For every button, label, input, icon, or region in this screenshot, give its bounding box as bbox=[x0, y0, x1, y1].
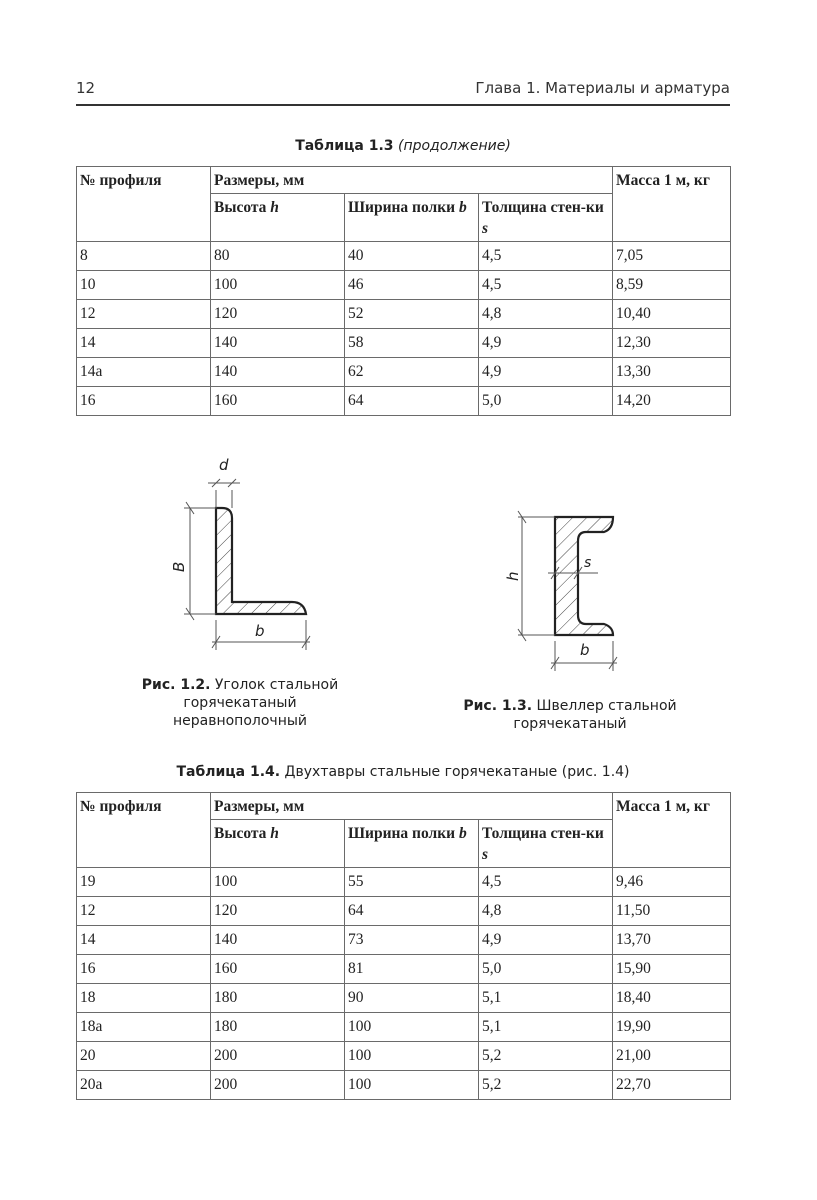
angle-label-b: b bbox=[255, 622, 265, 640]
cell-profile: 14а bbox=[77, 358, 211, 387]
channel-label-h: h bbox=[504, 571, 522, 581]
header-thickness: Толщина стен-ки s bbox=[479, 820, 613, 868]
table-1-4-title: Двухтавры стальные горячекатаные (рис. 1.4) bbox=[280, 764, 630, 780]
header-width: Ширина полки b bbox=[345, 820, 479, 868]
cell-height: 140 bbox=[211, 358, 345, 387]
cell-mass: 13,70 bbox=[613, 926, 731, 955]
cell-mass: 12,30 bbox=[613, 329, 731, 358]
header-thickness: Толщина стен-ки s bbox=[479, 194, 613, 242]
table-row bbox=[77, 1071, 731, 1100]
header-mass: Масса 1 м, кг bbox=[613, 793, 731, 868]
cell-height: 200 bbox=[211, 1042, 345, 1071]
channel-profile-shape bbox=[555, 517, 613, 635]
header-profile: № профиля bbox=[77, 167, 211, 242]
cell-thickness: 5,0 bbox=[479, 955, 613, 984]
table-row bbox=[77, 1013, 731, 1042]
angle-label-d: d bbox=[219, 456, 229, 474]
cell-profile: 14 bbox=[77, 329, 211, 358]
cell-width: 100 bbox=[345, 1042, 479, 1071]
table-1-3 bbox=[76, 166, 731, 416]
header-dimensions: Размеры, мм bbox=[211, 793, 613, 820]
cell-thickness: 4,9 bbox=[479, 926, 613, 955]
cell-width: 100 bbox=[345, 1071, 479, 1100]
cell-thickness: 5,2 bbox=[479, 1071, 613, 1100]
header-height: Высота h bbox=[211, 820, 345, 868]
cell-height: 120 bbox=[211, 300, 345, 329]
header-height: Высота h bbox=[211, 194, 345, 242]
page-header bbox=[76, 78, 730, 106]
cell-width: 64 bbox=[345, 387, 479, 416]
figure-1-2-angle-drawing bbox=[160, 450, 340, 670]
cell-width: 62 bbox=[345, 358, 479, 387]
cell-thickness: 5,2 bbox=[479, 1042, 613, 1071]
cell-mass: 18,40 bbox=[613, 984, 731, 1013]
cell-profile: 12 bbox=[77, 897, 211, 926]
cell-width: 100 bbox=[345, 1013, 479, 1042]
cell-width: 64 bbox=[345, 897, 479, 926]
cell-mass: 15,90 bbox=[613, 955, 731, 984]
cell-profile: 20 bbox=[77, 1042, 211, 1071]
cell-mass: 11,50 bbox=[613, 897, 731, 926]
cell-width: 90 bbox=[345, 984, 479, 1013]
table-row bbox=[77, 897, 731, 926]
cell-profile: 14 bbox=[77, 926, 211, 955]
table-row bbox=[77, 271, 731, 300]
cell-thickness: 4,9 bbox=[479, 358, 613, 387]
table-1-3-caption bbox=[76, 138, 730, 154]
cell-mass: 9,46 bbox=[613, 868, 731, 897]
cell-mass: 8,59 bbox=[613, 271, 731, 300]
figure-1-2-caption: Рис. 1.2. Уголок стальной горячекатаный неравнополочный bbox=[141, 677, 339, 729]
cell-width: 55 bbox=[345, 868, 479, 897]
table-row bbox=[77, 1042, 731, 1071]
cell-thickness: 4,9 bbox=[479, 329, 613, 358]
page-number: 12 bbox=[76, 79, 96, 97]
table-row bbox=[77, 329, 731, 358]
table-row bbox=[77, 358, 731, 387]
cell-thickness: 5,0 bbox=[479, 387, 613, 416]
table-row bbox=[77, 955, 731, 984]
angle-profile-shape bbox=[216, 508, 306, 614]
cell-mass: 13,30 bbox=[613, 358, 731, 387]
cell-thickness: 5,1 bbox=[479, 984, 613, 1013]
cell-height: 160 bbox=[211, 955, 345, 984]
table-1-4 bbox=[76, 792, 731, 1100]
cell-thickness: 5,1 bbox=[479, 1013, 613, 1042]
cell-thickness: 4,8 bbox=[479, 897, 613, 926]
cell-profile: 12 bbox=[77, 300, 211, 329]
cell-width: 46 bbox=[345, 271, 479, 300]
cell-profile: 10 bbox=[77, 271, 211, 300]
cell-height: 120 bbox=[211, 897, 345, 926]
cell-mass: 10,40 bbox=[613, 300, 731, 329]
cell-profile: 16 bbox=[77, 955, 211, 984]
cell-height: 140 bbox=[211, 926, 345, 955]
table-1-3-note: (продолжение) bbox=[397, 138, 511, 154]
table-row bbox=[77, 300, 731, 329]
cell-height: 100 bbox=[211, 271, 345, 300]
cell-height: 180 bbox=[211, 984, 345, 1013]
cell-thickness: 4,5 bbox=[479, 868, 613, 897]
table-1-4-caption bbox=[76, 764, 730, 780]
cell-profile: 18 bbox=[77, 984, 211, 1013]
cell-height: 180 bbox=[211, 1013, 345, 1042]
cell-mass: 21,00 bbox=[613, 1042, 731, 1071]
cell-mass: 19,90 bbox=[613, 1013, 731, 1042]
cell-height: 200 bbox=[211, 1071, 345, 1100]
figure-1-3-caption: Рис. 1.3. Швеллер стальной горячекатаный bbox=[463, 698, 677, 732]
cell-mass: 7,05 bbox=[613, 242, 731, 271]
cell-profile: 8 bbox=[77, 242, 211, 271]
cell-profile: 18а bbox=[77, 1013, 211, 1042]
cell-profile: 19 bbox=[77, 868, 211, 897]
cell-width: 73 bbox=[345, 926, 479, 955]
cell-height: 80 bbox=[211, 242, 345, 271]
table-row bbox=[77, 984, 731, 1013]
cell-height: 100 bbox=[211, 868, 345, 897]
table-row bbox=[77, 868, 731, 897]
channel-label-b: b bbox=[580, 641, 590, 659]
table-1-3-label: Таблица 1.3 bbox=[295, 138, 394, 154]
cell-profile: 20а bbox=[77, 1071, 211, 1100]
cell-mass: 22,70 bbox=[613, 1071, 731, 1100]
header-mass: Масса 1 м, кг bbox=[613, 167, 731, 242]
cell-thickness: 4,8 bbox=[479, 300, 613, 329]
header-width: Ширина полки b bbox=[345, 194, 479, 242]
cell-profile: 16 bbox=[77, 387, 211, 416]
table-row bbox=[77, 926, 731, 955]
cell-width: 81 bbox=[345, 955, 479, 984]
cell-thickness: 4,5 bbox=[479, 271, 613, 300]
cell-width: 52 bbox=[345, 300, 479, 329]
table-row bbox=[77, 387, 731, 416]
chapter-title: Глава 1. Материалы и арматура bbox=[475, 79, 730, 97]
angle-label-B: B bbox=[170, 561, 188, 572]
cell-height: 160 bbox=[211, 387, 345, 416]
header-dimensions: Размеры, мм bbox=[211, 167, 613, 194]
channel-label-s: s bbox=[584, 555, 592, 571]
figure-1-3-channel-drawing bbox=[500, 505, 640, 675]
header-profile: № профиля bbox=[77, 793, 211, 868]
cell-width: 40 bbox=[345, 242, 479, 271]
cell-mass: 14,20 bbox=[613, 387, 731, 416]
cell-thickness: 4,5 bbox=[479, 242, 613, 271]
table-row bbox=[77, 242, 731, 271]
cell-width: 58 bbox=[345, 329, 479, 358]
table-1-4-label: Таблица 1.4. bbox=[176, 764, 281, 780]
cell-height: 140 bbox=[211, 329, 345, 358]
